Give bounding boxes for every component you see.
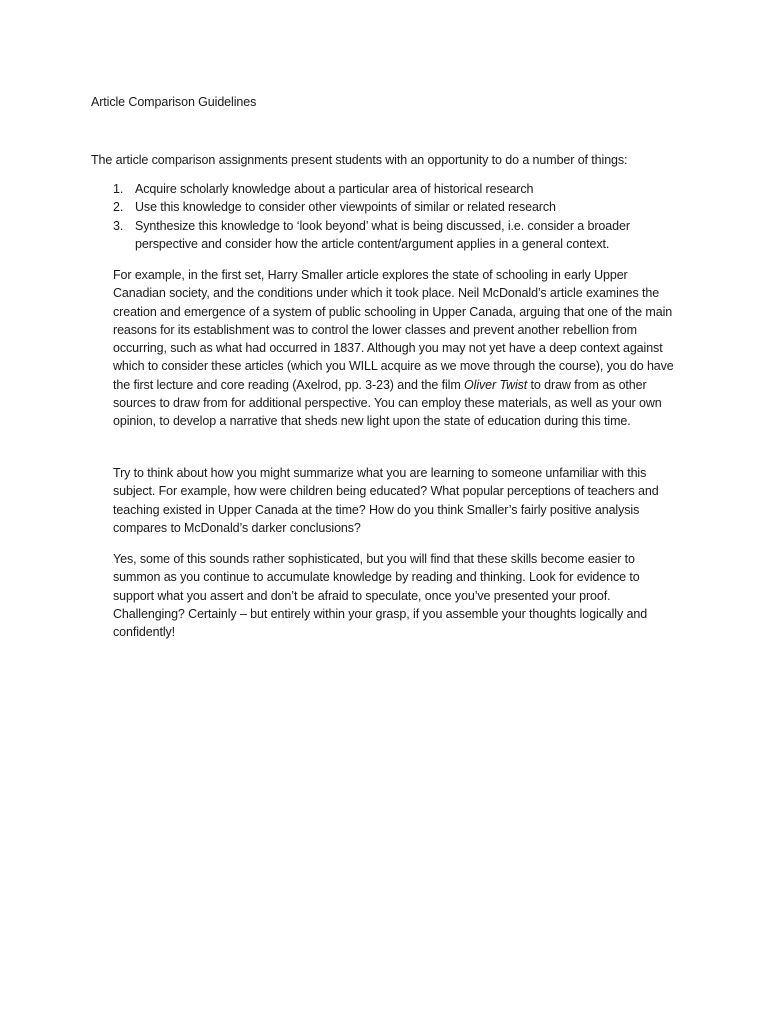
document-title: Article Comparison Guidelines bbox=[91, 95, 257, 109]
film-title: Oliver Twist bbox=[464, 377, 528, 392]
list-item-text: Acquire scholarly knowledge about a particular area of historical research bbox=[135, 182, 534, 196]
list-item bbox=[113, 180, 673, 198]
list-item-number: 1. bbox=[113, 182, 124, 196]
list-item-text: Synthesize this knowledge to ‘look beyond’ what is being discussed, i.e. consider a broader perspective and consider how the article content/argument applies in a general context. bbox=[135, 218, 630, 251]
numbered-list bbox=[113, 180, 673, 253]
paragraph-example bbox=[113, 266, 678, 431]
list-item bbox=[113, 217, 673, 254]
intro-sentence: The article comparison assignments present students with an opportunity to do a number of things: bbox=[91, 153, 628, 167]
list-item bbox=[113, 198, 673, 216]
list-item-number: 2. bbox=[113, 200, 124, 215]
paragraph-conclusion: Yes, some of this sounds rather sophisticated, but you will find that these skills become easier to summon as you continue to accumulate knowledge by reading and thinking. Look for evidence to support what you assert and don’t be afraid to speculate, once you’ve presented your proof. Challenging? Certainly – but entirely within your grasp, if you assemble your thoughts logically and confidently! bbox=[113, 552, 648, 640]
list-item-number: 3. bbox=[113, 218, 124, 233]
paragraph-summarize: Try to think about how you might summarize what you are learning to someone unfamiliar with this subject. For example, how were children being educated? What popular perceptions of teachers and teaching existed in Upper Canada at the time? How do you think Smaller’s fairly positive analysis compares to McDonald’s darker conclusions? bbox=[113, 466, 659, 535]
paragraph-example-text: For example, in the first set, Harry Smaller article explores the state of schooling in early Upper Canadian society, and the conditions under which it took place. Neil McDonald’s article examines the creation and emergence of a system of public schooling in Upper Canada, arguing that one of the main reasons for its establishment was to control the lower classes and prevent another rebellion from occurring, such as what had occurred in 1837. Although you may not yet have a deep context against which to consider these articles (which you WILL acquire as we move through the course), you do have the first lecture and core reading (Axelrod, pp. 3-23) and the film bbox=[113, 268, 674, 392]
paragraph-example-text-continued: to draw from as other sources to draw from for additional perspective. You can employ these materials, as well as your own opinion, to develop a narrative that sheds new light upon the state of education during this time. bbox=[113, 377, 662, 429]
list-item-text: Use this knowledge to consider other viewpoints of similar or related research bbox=[135, 200, 556, 215]
